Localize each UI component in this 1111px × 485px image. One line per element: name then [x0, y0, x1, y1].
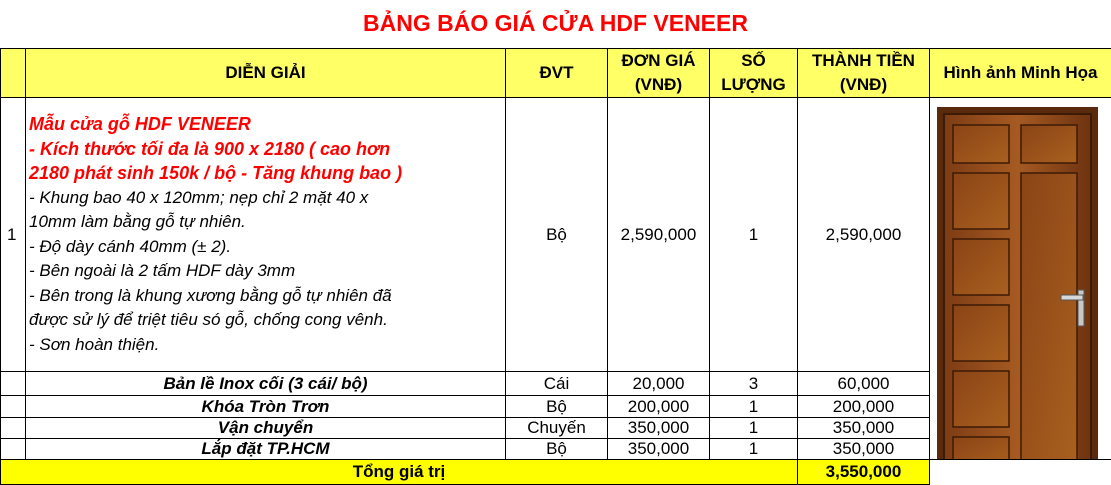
desc-line: - Sơn hoàn thiện. [29, 333, 501, 358]
main-item-total: 2,590,000 [798, 98, 930, 372]
item-unit: Bộ [506, 396, 608, 418]
header-row [1, 49, 1111, 98]
item-total: 350,000 [798, 418, 930, 439]
item-price: 350,000 [608, 418, 710, 439]
desc-line: - Bên trong là khung xương bằng gỗ tự nhiên đã [29, 284, 501, 309]
item-qty: 3 [710, 372, 798, 396]
desc-line: Mẫu cửa gỗ HDF VENEER [29, 112, 501, 137]
item-total: 60,000 [798, 372, 930, 396]
door-photo-cell [930, 98, 1111, 460]
header-qty: SỐ LƯỢNG [710, 49, 798, 98]
grand-total-value: 3,550,000 [798, 460, 930, 485]
door-image [937, 107, 1098, 460]
main-item-qty: 1 [710, 98, 798, 372]
item-total: 200,000 [798, 396, 930, 418]
item-qty: 1 [710, 396, 798, 418]
main-item-description [26, 98, 506, 372]
header-unit: ĐVT [506, 49, 608, 98]
desc-line: - Bên ngoài là 2 tấm HDF dày 3mm [29, 259, 501, 284]
item-unit: Cái [506, 372, 608, 396]
item-name: Khóa Tròn Trơn [26, 396, 506, 418]
item-name: Lắp đặt TP.HCM [26, 439, 506, 460]
main-item-price: 2,590,000 [608, 98, 710, 372]
header-description: DIỄN GIẢI [26, 49, 506, 98]
desc-line: được sử lý để triệt tiêu só gỗ, chống cong vênh. [29, 308, 501, 333]
item-total: 350,000 [798, 439, 930, 460]
item-name: Bản lề Inox cối (3 cái/ bộ) [26, 372, 506, 396]
header-total: THÀNH TIỀN (VNĐ) [798, 49, 930, 98]
item-price: 20,000 [608, 372, 710, 396]
desc-line: - Độ dày cánh 40mm (± 2). [29, 235, 501, 260]
price-table [0, 48, 1111, 485]
item-price: 350,000 [608, 439, 710, 460]
row-index: 1 [1, 98, 26, 372]
header-index [1, 49, 26, 98]
item-qty: 1 [710, 439, 798, 460]
table-row [1, 98, 1111, 372]
grand-total-label: Tổng giá trị [1, 460, 798, 485]
desc-line: 10mm làm bằng gỗ tự nhiên. [29, 210, 501, 235]
header-image: Hình ảnh Minh Họa [930, 49, 1111, 98]
item-unit: Bộ [506, 439, 608, 460]
total-row [1, 460, 1111, 485]
desc-line: - Khung bao 40 x 120mm; nẹp chỉ 2 mặt 40 x [29, 186, 501, 211]
item-unit: Chuyến [506, 418, 608, 439]
main-item-unit: Bộ [506, 98, 608, 372]
sheet-title: BẢNG BÁO GIÁ CỬA HDF VENEER [0, 0, 1111, 48]
item-qty: 1 [710, 418, 798, 439]
header-price: ĐƠN GIÁ (VNĐ) [608, 49, 710, 98]
item-name: Vận chuyển [26, 418, 506, 439]
item-price: 200,000 [608, 396, 710, 418]
desc-line: 2180 phát sinh 150k / bộ - Tăng khung bao ) [29, 161, 501, 186]
desc-line: - Kích thước tối đa là 900 x 2180 ( cao hơn [29, 137, 501, 162]
